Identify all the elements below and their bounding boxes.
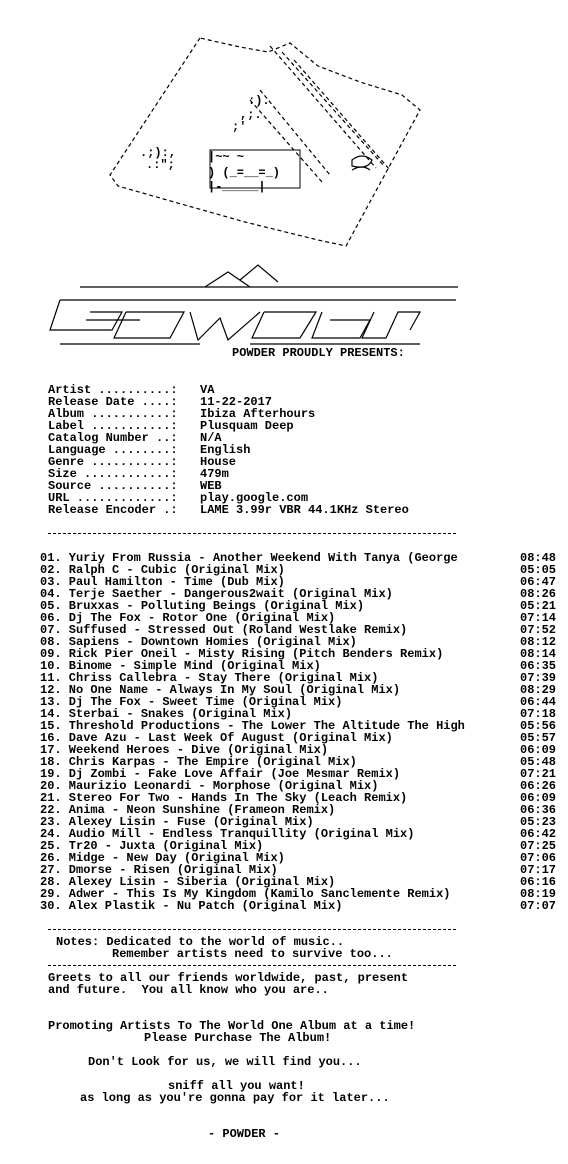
- track-title: 18. Chris Karpas - The Empire (Original Mix): [40, 755, 357, 769]
- track-title: 04. Terje Saether - Dangerous2wait (Original Mix): [40, 587, 393, 601]
- info-label: Language ........:: [48, 443, 178, 457]
- info-label: Size ............:: [48, 467, 178, 481]
- cocaine-bag-outline: [110, 38, 420, 246]
- greets-line: and future. You all know who you are..: [48, 983, 329, 997]
- track-title: 09. Rick Pier Oneil - Misty Rising (Pitch Benders Remix): [40, 647, 444, 661]
- divider: [48, 929, 456, 930]
- track-duration: 06:36: [520, 803, 557, 817]
- track-title: 27. Dmorse - Risen (Original Mix): [40, 863, 278, 877]
- track-duration: 08:19: [520, 887, 557, 901]
- info-value: 11-22-2017: [200, 395, 273, 409]
- info-value: Ibiza Afterhours: [200, 407, 316, 421]
- track-title: 20. Maurizio Leonardi - Morphose (Original Mix): [40, 779, 379, 793]
- track-title: 19. Dj Zombi - Fake Love Affair (Joe Mesmar Remix): [40, 767, 401, 781]
- track-title: 25. Tr20 - Juxta (Original Mix): [40, 839, 264, 853]
- track-title: 17. Weekend Heroes - Dive (Original Mix): [40, 743, 329, 757]
- info-label: Genre ...........:: [48, 455, 178, 469]
- track-title: 12. No One Name - Always In My Soul (Original Mix): [40, 683, 401, 697]
- track-duration: 08:14: [520, 647, 557, 661]
- powder-dots-e: .:";: [146, 158, 175, 172]
- track-duration: 06:09: [520, 743, 557, 757]
- powder-dots-d: .;):,: [140, 146, 177, 160]
- track-title: 03. Paul Hamilton - Time (Dub Mix): [40, 575, 285, 589]
- powder-dots-a: :).: [248, 94, 270, 108]
- track-title: 10. Binome - Simple Mind (Original Mix): [40, 659, 321, 673]
- track-duration: 07:17: [520, 863, 557, 877]
- track-duration: 07:52: [520, 623, 557, 637]
- track-duration: 07:07: [520, 899, 557, 913]
- info-label: Source ..........:: [48, 479, 178, 493]
- track-duration: 07:14: [520, 611, 557, 625]
- track-duration: 07:18: [520, 707, 557, 721]
- track-duration: 05:23: [520, 815, 557, 829]
- track-title: 29. Adwer - This Is My Kingdom (Kamilo Sanclemente Remix): [40, 887, 451, 901]
- card-box-top: |~~ ~: [208, 150, 245, 164]
- info-value: play.google.com: [200, 491, 309, 505]
- rolled-note: [352, 156, 372, 170]
- info-value: WEB: [200, 479, 222, 493]
- info-value: N/A: [200, 431, 222, 445]
- track-title: 24. Audio Mill - Endless Tranquillity (Original Mix): [40, 827, 415, 841]
- powder-dots-b: ,;.: [240, 108, 262, 122]
- track-title: 16. Dave Azu - Last Week Of August (Original Mix): [40, 731, 393, 745]
- info-value: 479m: [200, 467, 229, 481]
- track-duration: 05:21: [520, 599, 557, 613]
- track-duration: 06:26: [520, 779, 557, 793]
- track-duration: 06:47: [520, 575, 557, 589]
- track-title: 01. Yuriy From Russia - Another Weekend With Tanya (George: [40, 551, 458, 565]
- promo-line: Promoting Artists To The World One Album at a time!: [48, 1019, 416, 1033]
- info-value: Plusquam Deep: [200, 419, 294, 433]
- sniff-line: sniff all you want!: [168, 1079, 305, 1093]
- track-duration: 07:21: [520, 767, 557, 781]
- greets-line: Greets to all our friends worldwide, past, present: [48, 971, 409, 985]
- track-title: 23. Alexey Lisin - Fuse (Original Mix): [40, 815, 314, 829]
- notes-line: Notes: Dedicated to the world of music..: [56, 935, 345, 949]
- info-label: Album ...........:: [48, 407, 178, 421]
- info-value: LAME 3.99r VBR 44.1KHz Stereo: [200, 503, 409, 517]
- track-duration: 05:48: [520, 755, 557, 769]
- track-title: 22. Anima - Neon Sunshine (Frameon Remix): [40, 803, 336, 817]
- track-title: 13. Dj The Fox - Sweet Time (Original Mix): [40, 695, 343, 709]
- track-title: 02. Ralph C - Cubic (Original Mix): [40, 563, 285, 577]
- track-duration: 06:35: [520, 659, 557, 673]
- track-title: 06. Dj The Fox - Rotor One (Original Mix): [40, 611, 336, 625]
- track-title: 07. Suffused - Stressed Out (Roland Westlake Remix): [40, 623, 408, 637]
- info-label: Release Date ....:: [48, 395, 178, 409]
- track-title: 14. Sterbai - Snakes (Original Mix): [40, 707, 293, 721]
- powder-logo: [50, 265, 458, 344]
- track-title: 26. Midge - New Day (Original Mix): [40, 851, 285, 865]
- info-value: VA: [200, 383, 215, 397]
- track-title: 28. Alexey Lisin - Siberia (Original Mix): [40, 875, 336, 889]
- divider: [48, 965, 456, 966]
- track-duration: 07:06: [520, 851, 557, 865]
- track-duration: 08:29: [520, 683, 557, 697]
- track-duration: 05:05: [520, 563, 557, 577]
- track-title: 08. Sapiens - Downtown Homies (Original Mix): [40, 635, 357, 649]
- divider: [48, 533, 456, 534]
- track-title: 15. Threshold Productions - The Lower The Altitude The High: [40, 719, 465, 733]
- track-duration: 06:09: [520, 791, 557, 805]
- track-duration: 08:26: [520, 587, 557, 601]
- track-duration: 06:16: [520, 875, 557, 889]
- presents-heading: POWDER PROUDLY PRESENTS:: [232, 346, 405, 360]
- footer-signature: - POWDER -: [208, 1127, 281, 1141]
- track-duration: 07:25: [520, 839, 557, 853]
- track-duration: 06:42: [520, 827, 557, 841]
- info-label: Catalog Number ..:: [48, 431, 178, 445]
- track-title: 21. Stereo For Two - Hands In The Sky (Leach Remix): [40, 791, 408, 805]
- card-box-bottom: |-_____|: [208, 180, 266, 194]
- info-label: Artist ..........:: [48, 383, 178, 397]
- track-duration: 07:39: [520, 671, 557, 685]
- info-label: Release Encoder .:: [48, 503, 178, 517]
- track-title: 05. Bruxxas - Polluting Beings (Original Mix): [40, 599, 365, 613]
- track-duration: 06:44: [520, 695, 557, 709]
- track-duration: 05:57: [520, 731, 557, 745]
- ascii-art-logo: [0, 0, 568, 350]
- track-title: 30. Alex Plastik - Nu Patch (Original Mix): [40, 899, 343, 913]
- motto-line: Don't Look for us, we will find you...: [88, 1055, 362, 1069]
- track-duration: 08:48: [520, 551, 557, 565]
- info-value: House: [200, 455, 237, 469]
- powder-dots-c: ;': [232, 120, 247, 134]
- sniff-line: as long as you're gonna pay for it later...: [80, 1091, 390, 1105]
- track-title: 11. Chriss Callebra - Stay There (Original Mix): [40, 671, 379, 685]
- notes-line: Remember artists need to survive too...: [112, 947, 393, 961]
- info-label: URL .............:: [48, 491, 178, 505]
- card-box-middle: ) (_=__=_): [208, 166, 281, 180]
- promo-line: Please Purchase The Album!: [144, 1031, 332, 1045]
- info-value: English: [200, 443, 251, 457]
- info-label: Label ...........:: [48, 419, 178, 433]
- track-duration: 05:56: [520, 719, 557, 733]
- track-duration: 08:12: [520, 635, 557, 649]
